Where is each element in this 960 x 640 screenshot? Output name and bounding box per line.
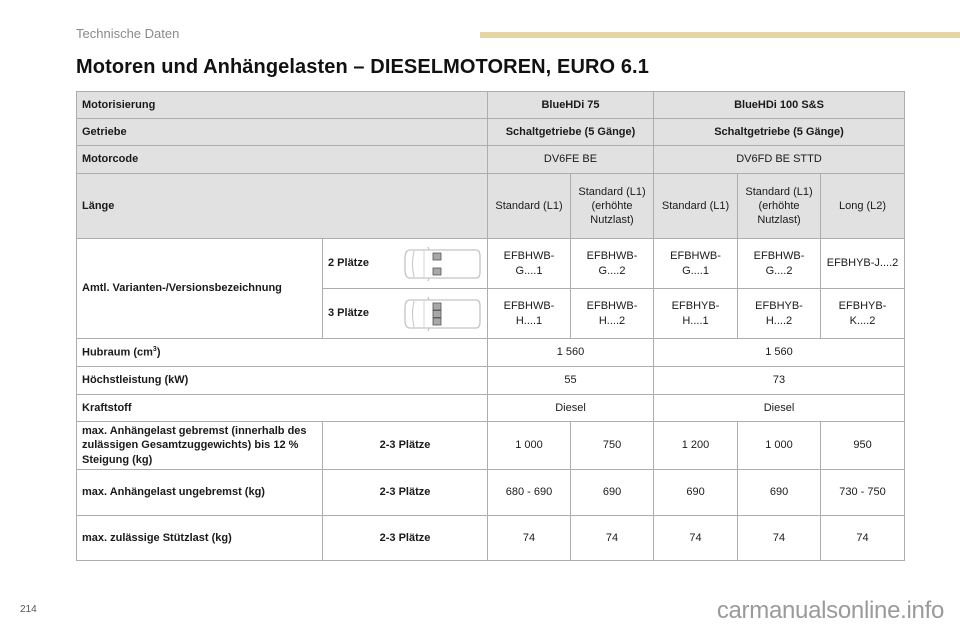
- cell: 74: [488, 515, 571, 560]
- cell: Standard (L1): [654, 174, 738, 239]
- row-leistung: [77, 367, 905, 395]
- cell: EFBHWB-G....1: [488, 239, 571, 289]
- cell: EFBHWB-G....2: [738, 239, 821, 289]
- cell: EFBHYB-K....2: [821, 289, 905, 339]
- seat-cell: [323, 239, 488, 289]
- seat-label: 2-3 Plätze: [323, 469, 488, 515]
- row-hubraum: [77, 339, 905, 367]
- row-label: Kraftstoff: [77, 395, 488, 422]
- row-laenge: [77, 174, 905, 239]
- cell: DV6FD BE STTD: [654, 146, 905, 174]
- cell: 74: [571, 515, 654, 560]
- row-label: Höchstleistung (kW): [77, 367, 488, 395]
- cell: Diesel: [654, 395, 905, 422]
- cell: 1 560: [654, 339, 905, 367]
- section-label: Technische Daten: [76, 26, 180, 41]
- van-2-seats-icon: [402, 244, 482, 284]
- cell: EFBHWB-G....2: [571, 239, 654, 289]
- cell: EFBHYB-H....2: [738, 289, 821, 339]
- row-label: max. Anhängelast ungebremst (kg): [77, 469, 323, 515]
- cell: EFBHYB-J....2: [821, 239, 905, 289]
- cell: 690: [571, 469, 654, 515]
- cell: 74: [738, 515, 821, 560]
- cell: 730 - 750: [821, 469, 905, 515]
- cell: DV6FE BE: [488, 146, 654, 174]
- page-title: Motoren und Anhängelasten – DIESELMOTOREN, EURO 6.1: [76, 56, 649, 78]
- seat-label: 2-3 Plätze: [323, 422, 488, 470]
- cell: 73: [654, 367, 905, 395]
- label-superscript: 3: [152, 346, 157, 354]
- row-label: Amtl. Varianten-/Versionsbezeichnung: [77, 239, 323, 339]
- van-3-seats-icon: [402, 294, 482, 334]
- row-label: Motorisierung: [77, 92, 488, 119]
- cell: 74: [821, 515, 905, 560]
- cell: Schaltgetriebe (5 Gänge): [654, 119, 905, 146]
- cell: 680 - 690: [488, 469, 571, 515]
- cell: EFBHYB-H....1: [654, 289, 738, 339]
- row-motorisierung: [77, 92, 905, 119]
- label-text: Hubraum (cm: [82, 346, 153, 359]
- cell: EFBHWB-H....2: [571, 289, 654, 339]
- seat-cell: [323, 289, 488, 339]
- cell: 55: [488, 367, 654, 395]
- cell: Schaltgetriebe (5 Gänge): [488, 119, 654, 146]
- cell: 1 000: [488, 422, 571, 470]
- row-label: Motorcode: [77, 146, 488, 174]
- cell: Diesel: [488, 395, 654, 422]
- row-stuetzlast: [77, 515, 905, 560]
- cell: EFBHWB-G....1: [654, 239, 738, 289]
- cell: Standard (L1): [488, 174, 571, 239]
- row-motorcode: [77, 146, 905, 174]
- row-label: max. zulässige Stützlast (kg): [77, 515, 323, 560]
- cell: Standard (L1) (erhöhte Nutzlast): [738, 174, 821, 239]
- row-label: Länge: [77, 174, 488, 239]
- cell: Standard (L1) (erhöhte Nutzlast): [571, 174, 654, 239]
- row-label: Getriebe: [77, 119, 488, 146]
- cell: 1 000: [738, 422, 821, 470]
- engine-header: BlueHDi 75: [488, 92, 654, 119]
- cell: 690: [654, 469, 738, 515]
- seat-label: 2-3 Plätze: [323, 515, 488, 560]
- engine-header: BlueHDi 100 S&S: [654, 92, 905, 119]
- cell: Long (L2): [821, 174, 905, 239]
- row-kraftstoff: [77, 395, 905, 422]
- cell: 74: [654, 515, 738, 560]
- cell: 1 200: [654, 422, 738, 470]
- engine-spec-table: [76, 91, 905, 561]
- row-variante-2-seats: [77, 239, 905, 289]
- row-getriebe: [77, 119, 905, 146]
- cell: 750: [571, 422, 654, 470]
- row-label: max. Anhängelast gebremst (innerhalb des zulässigen Gesamtzuggewichts) bis 12 % Steigung (kg): [77, 422, 323, 470]
- cell: 1 560: [488, 339, 654, 367]
- cell: 690: [738, 469, 821, 515]
- seat-label: 2 Plätze: [328, 257, 369, 270]
- cell: EFBHWB-H....1: [488, 289, 571, 339]
- row-label: [77, 339, 488, 367]
- page-number: 214: [20, 604, 37, 615]
- watermark-link[interactable]: carmanualsonline.info: [716, 597, 944, 624]
- cell: 950: [821, 422, 905, 470]
- seat-label: 3 Plätze: [328, 307, 369, 320]
- row-anhaengelast-ungebremst: [77, 469, 905, 515]
- label-text-end: ): [156, 346, 161, 359]
- section-accent-bar: [480, 32, 960, 38]
- row-anhaengelast-gebremst: [77, 422, 905, 470]
